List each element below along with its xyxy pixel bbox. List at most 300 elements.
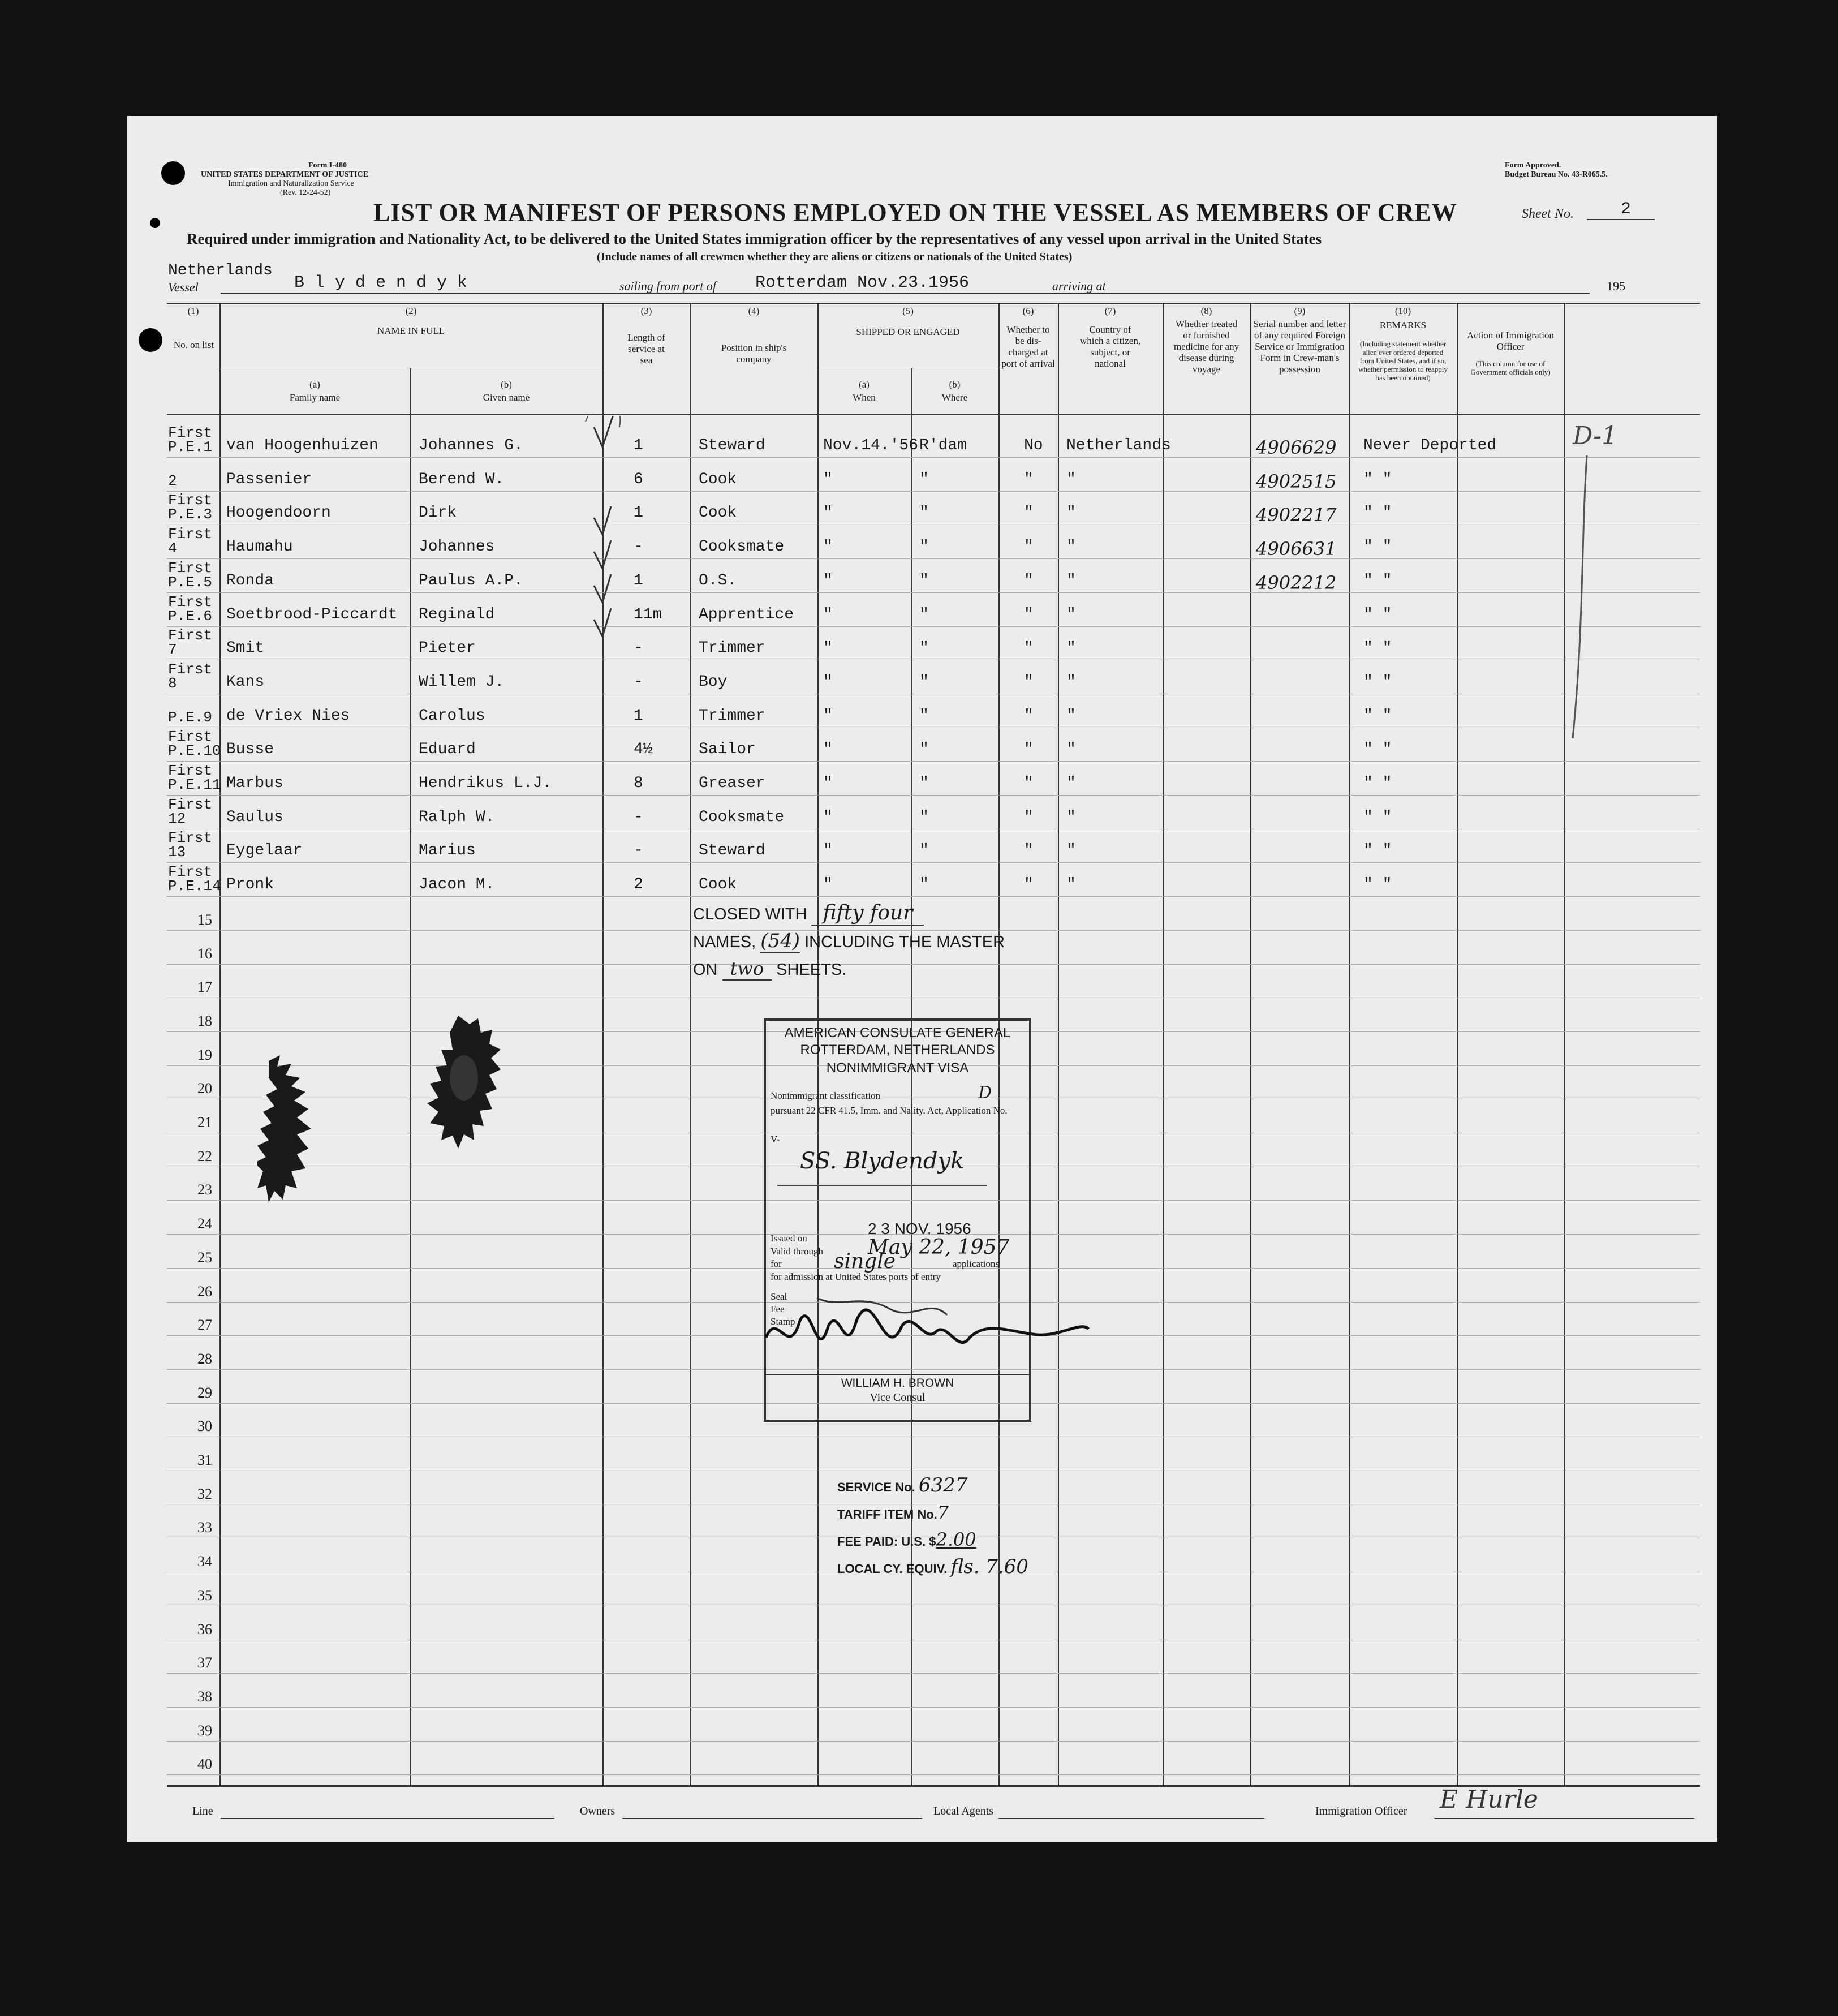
cell-remarks: " " (1363, 538, 1392, 556)
closing-count-digits: (54) (760, 930, 800, 952)
cell-country: " (1066, 639, 1076, 657)
cell-remarks: " " (1363, 808, 1392, 826)
sailing-label: sailing from port of (619, 279, 716, 293)
col11-note: (This column for use of Government officials only) (1470, 359, 1551, 376)
fee-paid-value: 2.00 (936, 1529, 976, 1550)
row-prefix: First (168, 863, 213, 881)
cell-serial: 4906629 (1256, 437, 1337, 458)
cell-family: Passenier (226, 470, 312, 488)
cell-when: " (823, 775, 833, 792)
cell-given: Marius (419, 842, 476, 860)
row-number: 2 (168, 472, 177, 489)
visa-stamp (764, 1018, 1031, 1422)
cell-service: - (634, 842, 643, 860)
empty-row-number: 29 (197, 1384, 212, 1401)
visa-valid-label: Valid through (771, 1246, 824, 1257)
empty-row-number: 35 (197, 1587, 212, 1604)
row-number: P.E.1 (168, 439, 213, 455)
cell-service: 2 (634, 876, 643, 894)
cell-position: Cooksmate (699, 538, 785, 556)
empty-row-number: 39 (197, 1722, 212, 1739)
cell-where: " (919, 470, 929, 488)
row-prefix: First (168, 762, 213, 779)
empty-row-number: 15 (197, 911, 212, 928)
row-number: P.E.6 (168, 607, 213, 625)
cell-where: " (919, 741, 929, 759)
row-number: 4 (168, 540, 177, 557)
row-rule (167, 795, 1700, 796)
cell-service: 1 (634, 504, 643, 522)
visa-applications: applications (953, 1258, 1000, 1269)
col5-label: SHIPPED OR ENGAGED (856, 326, 960, 337)
cell-position: Steward (699, 842, 765, 860)
cell-country: " (1066, 571, 1076, 590)
empty-row-number: 27 (197, 1317, 212, 1334)
cell-country: " (1066, 673, 1076, 691)
footer-line-label: Line (192, 1805, 213, 1817)
visa-vessel-name: SS. Blydendyk (800, 1148, 965, 1174)
cell-position: Cook (699, 470, 737, 488)
cell-service: 1 (634, 571, 643, 590)
cell-given: Paulus A.P. (419, 571, 523, 590)
visa-class-value: D (978, 1083, 992, 1103)
cell-family: Saulus (226, 808, 283, 826)
cell-when: " (823, 639, 833, 657)
col1-num: (1) (187, 306, 199, 316)
empty-row-number: 19 (197, 1046, 212, 1063)
visa-stamp-line3: NONIMMIGRANT VISA (826, 1060, 969, 1076)
col5a-num: (a) (859, 379, 870, 390)
cell-service: - (634, 639, 643, 657)
cell-discharge: " (1024, 876, 1034, 894)
port-date: Rotterdam Nov.23.1956 (755, 273, 970, 293)
row-number: 12 (168, 810, 186, 827)
empty-row-number: 20 (197, 1080, 212, 1097)
cell-country: " (1066, 504, 1076, 522)
cell-where: " (919, 571, 929, 590)
cell-position: Trimmer (699, 707, 765, 725)
col2a-num: (a) (309, 379, 320, 390)
cell-remarks: Never Deported (1363, 437, 1497, 454)
side-annotation: D-1 (1573, 422, 1617, 450)
empty-row-number: 26 (197, 1283, 212, 1300)
cell-given: Johannes G. (419, 437, 523, 454)
empty-row-number: 31 (197, 1452, 212, 1468)
cell-when: " (823, 673, 833, 691)
cell-position: Cook (699, 876, 737, 894)
row-rule (167, 592, 1700, 593)
col2-label: NAME IN FULL (377, 325, 445, 336)
col2b-num: (b) (501, 379, 512, 390)
visa-issued-label: Issued on (771, 1233, 807, 1244)
col2-num: (2) (405, 306, 417, 316)
empty-row-number: 38 (197, 1688, 212, 1705)
row-number: P.E.10 (168, 742, 221, 760)
visa-v-label: V- (771, 1134, 780, 1145)
cell-family: de Vriex Nies (226, 707, 350, 725)
cell-given: Pieter (419, 639, 476, 657)
check-marks (563, 416, 631, 721)
consul-title: Vice Consul (870, 1391, 926, 1404)
empty-row-number: 33 (197, 1519, 212, 1536)
cell-when: " (823, 707, 833, 725)
cell-where: " (919, 639, 929, 657)
empty-row-number: 24 (197, 1215, 212, 1232)
cell-position: Boy (699, 673, 728, 691)
cell-remarks: " " (1363, 504, 1392, 522)
cell-service: 1 (634, 437, 643, 454)
fee-paid-label: FEE PAID: U.S. $ (837, 1534, 936, 1549)
footer-agents-label: Local Agents (933, 1805, 994, 1817)
cell-family: Marbus (226, 775, 283, 792)
cell-when: " (823, 538, 833, 556)
closing-count-words: fifty four (811, 901, 924, 926)
cell-given: Eduard (419, 741, 476, 759)
row-rule (167, 1707, 1700, 1708)
fee-tariff-label: TARIFF ITEM No. (837, 1507, 937, 1521)
empty-row-number: 16 (197, 945, 212, 962)
closing-text3: ON (693, 961, 718, 979)
row-rule (167, 626, 1700, 627)
cell-country: " (1066, 808, 1076, 826)
cell-family: Smit (226, 639, 265, 657)
cell-country: " (1066, 470, 1076, 488)
cell-country: " (1066, 842, 1076, 860)
punch-hole (139, 328, 162, 352)
manifest-page (127, 116, 1717, 1842)
row-rule (167, 491, 1700, 492)
row-number: 8 (168, 674, 177, 692)
row-prefix: First (168, 593, 213, 611)
punch-hole (150, 218, 160, 228)
visa-admission: for admission at United States ports of entry (771, 1271, 941, 1282)
cell-service: 6 (634, 470, 643, 488)
closing-sheets-count: two (722, 958, 772, 981)
row-number: P.E.14 (168, 878, 221, 895)
cell-where: " (919, 775, 929, 792)
cell-country: " (1066, 775, 1076, 792)
cell-remarks: " " (1363, 605, 1392, 624)
cell-discharge: " (1024, 504, 1034, 522)
cell-country: " (1066, 605, 1076, 624)
cell-discharge: " (1024, 538, 1034, 556)
row-prefix: First (168, 728, 213, 746)
cell-position: Cook (699, 504, 737, 522)
empty-row-number: 37 (197, 1654, 212, 1671)
cell-remarks: " " (1363, 842, 1392, 860)
empty-row-number: 18 (197, 1012, 212, 1029)
form-title: LIST OR MANIFEST OF PERSONS EMPLOYED ON THE VESSEL AS MEMBERS OF CREW (373, 199, 1457, 226)
closing-line1 (693, 901, 924, 925)
col8-label: Whether treated or furnished medicine for any disease during voyage (1173, 319, 1239, 375)
cell-position: Steward (699, 437, 765, 454)
cell-country: " (1066, 741, 1076, 759)
service-name: Immigration and Naturalization Service (228, 179, 354, 188)
empty-row-number: 28 (197, 1350, 212, 1367)
cell-family: Pronk (226, 876, 274, 894)
row-rule (167, 1673, 1700, 1674)
cell-when: " (823, 571, 833, 590)
year-suffix: 195 (1607, 279, 1625, 293)
col5b-num: (b) (949, 379, 961, 390)
cell-family: van Hoogenhuizen (226, 437, 378, 454)
cell-serial: 4906631 (1256, 538, 1337, 560)
closing-text3b: SHEETS. (776, 961, 847, 979)
closing-text1: CLOSED WITH (693, 905, 807, 923)
row-rule (167, 1741, 1700, 1742)
visa-stamp-line2: ROTTERDAM, NETHERLANDS (800, 1042, 995, 1058)
cell-discharge: " (1024, 639, 1034, 657)
row-rule (167, 558, 1700, 559)
cell-given: Carolus (419, 707, 485, 725)
row-prefix: First (168, 492, 213, 509)
cell-when: " (823, 842, 833, 860)
cell-remarks: " " (1363, 876, 1392, 894)
closing-text2b: INCLUDING THE MASTER (804, 933, 1005, 951)
cell-service: 4½ (634, 741, 653, 759)
cell-given: Hendrikus L.J. (419, 775, 552, 792)
row-prefix: First (168, 660, 213, 678)
row-prefix: First (168, 796, 213, 813)
fee-service-number: 6327 (918, 1474, 968, 1497)
fee-service-label: SERVICE No. (837, 1480, 915, 1494)
cell-when: " (823, 741, 833, 759)
closing-text2: NAMES, (693, 933, 756, 951)
cell-family: Soetbrood-Piccardt (226, 605, 398, 624)
col5a-label: When (853, 392, 876, 403)
cell-where: " (919, 808, 929, 826)
row-rule (167, 964, 1700, 965)
cell-discharge: " (1024, 775, 1034, 792)
cell-when: " (823, 876, 833, 894)
cell-where: " (919, 538, 929, 556)
cell-service: - (634, 808, 643, 826)
fee-tariff-number: 7 (937, 1502, 949, 1523)
cell-service: 1 (634, 707, 643, 725)
cell-position: Greaser (699, 775, 765, 792)
col4-num: (4) (748, 306, 760, 316)
cell-serial: 4902212 (1256, 571, 1337, 594)
cell-when: " (823, 808, 833, 826)
cell-given: Willem J. (419, 673, 505, 691)
visa-pursuant: pursuant 22 CFR 41.5, Imm. and Nality. Act, Application No. (771, 1105, 1008, 1116)
vessel-name: B l y d e n d y k (294, 273, 468, 293)
fee-service-row (837, 1474, 1028, 1497)
cell-when: " (823, 504, 833, 522)
empty-row-number: 21 (197, 1114, 212, 1130)
required-text: Required under immigration and Nationality Act, to be delivered to the United States immigration officer by the representatives of any vessel upon arrival in the United States (187, 230, 1322, 247)
fee-local-row (837, 1555, 1028, 1578)
row-prefix: First (168, 559, 213, 577)
row-prefix: First (168, 424, 213, 441)
cell-when: " (823, 605, 833, 624)
col2b-label: Given name (483, 392, 530, 403)
row-rule (167, 457, 1700, 458)
cell-discharge: " (1024, 808, 1034, 826)
cell-remarks: " " (1363, 470, 1392, 488)
form-approved: Form Approved. (1505, 161, 1561, 170)
visa-stamp-label: Stamp (771, 1316, 795, 1327)
vessel-flag: Netherlands (168, 262, 273, 280)
visa-for-value: single (834, 1250, 896, 1273)
empty-row-number: 17 (197, 979, 212, 996)
cell-discharge: " (1024, 571, 1034, 590)
cell-discharge: " (1024, 842, 1034, 860)
cell-remarks: " " (1363, 775, 1392, 792)
cell-country: " (1066, 538, 1076, 556)
fee-paid-row (837, 1531, 1028, 1550)
col7-num: (7) (1104, 306, 1116, 316)
cell-remarks: " " (1363, 707, 1392, 725)
cell-when: Nov.14.'56 (823, 437, 919, 454)
footer-officer-label: Immigration Officer (1315, 1805, 1407, 1817)
row-number: P.E.5 (168, 573, 213, 591)
cell-family: Haumahu (226, 538, 293, 556)
cell-service: 11m (634, 605, 662, 624)
consul-name: WILLIAM H. BROWN (766, 1374, 1029, 1390)
vessel-label: Vessel (168, 280, 199, 294)
empty-row-number: 36 (197, 1620, 212, 1637)
col4-label: Position in ship's company (721, 342, 787, 364)
col1-label: No. on list (173, 339, 214, 350)
cell-family: Eygelaar (226, 842, 303, 860)
cell-position: Trimmer (699, 639, 765, 657)
form-number: Form I-480 (308, 161, 347, 170)
col3-label: Length of service at sea (627, 332, 665, 366)
col6-num: (6) (1022, 306, 1034, 316)
embossed-seal-right (424, 1016, 503, 1174)
cell-position: Cooksmate (699, 808, 785, 826)
dept-name: UNITED STATES DEPARTMENT OF JUSTICE (201, 170, 368, 179)
visa-issued-date: 2 3 NOV. 1956 (868, 1220, 971, 1237)
embossed-seal-left (257, 1050, 337, 1208)
cell-when: " (823, 470, 833, 488)
row-number: 7 (168, 641, 177, 659)
cell-country: " (1066, 707, 1076, 725)
empty-row-number: 25 (197, 1249, 212, 1266)
visa-for-label: for (771, 1258, 782, 1269)
cell-country: " (1066, 876, 1076, 894)
empty-row-number: 22 (197, 1147, 212, 1164)
cell-discharge: " (1024, 470, 1034, 488)
cell-remarks: " " (1363, 741, 1392, 759)
cell-given: Johannes (419, 538, 495, 556)
col5-num: (5) (902, 306, 914, 316)
revision: (Rev. 12-24-52) (280, 188, 331, 197)
officer-signature: E Hurle (1440, 1785, 1538, 1814)
row-rule (167, 896, 1700, 897)
include-text: (Include names of all crewmen whether they are aliens or citizens or nationals of the United States) (597, 251, 1073, 263)
cell-discharge: " (1024, 741, 1034, 759)
row-number: P.E.3 (168, 506, 213, 523)
row-prefix: First (168, 627, 213, 644)
cell-where: " (919, 876, 929, 894)
row-rule (167, 761, 1700, 762)
side-annotation-line (1559, 455, 1604, 750)
cell-given: Reginald (419, 605, 495, 624)
cell-remarks: " " (1363, 673, 1392, 691)
cell-position: Apprentice (699, 605, 794, 624)
col10-label: REMARKS (1379, 320, 1427, 330)
closing-line3 (693, 958, 846, 979)
cell-position: O.S. (699, 571, 737, 590)
fee-local-value: fls. 7.60 (950, 1555, 1028, 1578)
col5b-label: Where (941, 392, 968, 403)
empty-row-number: 23 (197, 1181, 212, 1198)
row-prefix: First (168, 829, 213, 847)
cell-service: - (634, 538, 643, 556)
cell-family: Busse (226, 741, 274, 759)
cell-discharge: " (1024, 673, 1034, 691)
cell-given: Jacon M. (419, 876, 495, 894)
col10-note: (Including statement whether alien ever ordered deported from United States, and if so, whether permission to reapply has been obtained) (1358, 339, 1448, 382)
row-prefix: First (168, 526, 213, 543)
cell-given: Berend W. (419, 470, 505, 488)
visa-seal-label: Seal (771, 1291, 787, 1302)
col9-num: (9) (1294, 306, 1306, 316)
cell-discharge: No (1024, 437, 1043, 454)
cell-where: " (919, 673, 929, 691)
row-number: P.E.11 (168, 776, 221, 793)
cell-where: " (919, 707, 929, 725)
cell-remarks: " " (1363, 639, 1392, 657)
empty-row-number: 30 (197, 1418, 212, 1435)
col9-label: Serial number and letter of any required Foreign Service or Immigration Form in Crew-man's possession (1253, 319, 1346, 375)
row-rule (167, 1774, 1700, 1775)
cell-given: Ralph W. (419, 808, 495, 826)
cell-family: Ronda (226, 571, 274, 590)
consul-signature (743, 1287, 1139, 1383)
cell-where: " (919, 605, 929, 624)
empty-row-number: 32 (197, 1485, 212, 1502)
fee-tariff-row (837, 1504, 1028, 1523)
sheet-number: 2 (1621, 200, 1632, 219)
cell-discharge: " (1024, 707, 1034, 725)
footer-owners-label: Owners (580, 1805, 615, 1817)
empty-row-number: 34 (197, 1553, 212, 1570)
visa-fee-label: Fee (771, 1304, 785, 1314)
cell-where: " (919, 842, 929, 860)
col3-num: (3) (640, 306, 652, 316)
cell-serial: 4902515 (1256, 470, 1337, 492)
cell-remarks: " " (1363, 571, 1392, 590)
cell-position: Sailor (699, 741, 756, 759)
empty-row-number: 40 (197, 1756, 212, 1773)
cell-family: Kans (226, 673, 265, 691)
visa-valid-date: May 22, 1957 (868, 1236, 1010, 1259)
fee-stamp (837, 1474, 1028, 1578)
fee-local-label: LOCAL CY. EQUIV. (837, 1562, 948, 1576)
punch-hole (161, 161, 185, 185)
arriving-label: arriving at (1052, 279, 1106, 293)
closing-line2 (693, 930, 1005, 952)
cell-where: " (919, 504, 929, 522)
budget-bureau: Budget Bureau No. 43-R065.5. (1505, 170, 1608, 179)
visa-stamp-line1: AMERICAN CONSULATE GENERAL (784, 1025, 1011, 1041)
col7-label: Country of which a citizen, subject, or national (1079, 324, 1141, 369)
row-number: 13 (168, 844, 186, 861)
sheet-label: Sheet No. (1522, 207, 1574, 221)
visa-class-label: Nonimmigrant classification (771, 1090, 881, 1101)
cell-service: 8 (634, 775, 643, 792)
cell-discharge: " (1024, 605, 1034, 624)
cell-where: R'dam (919, 437, 967, 454)
cell-serial: 4902217 (1256, 504, 1337, 526)
col2a-label: Family name (289, 392, 341, 403)
col8-num: (8) (1200, 306, 1212, 316)
row-rule (167, 862, 1700, 863)
col11-label: Action of Immigration Officer (1467, 330, 1554, 352)
